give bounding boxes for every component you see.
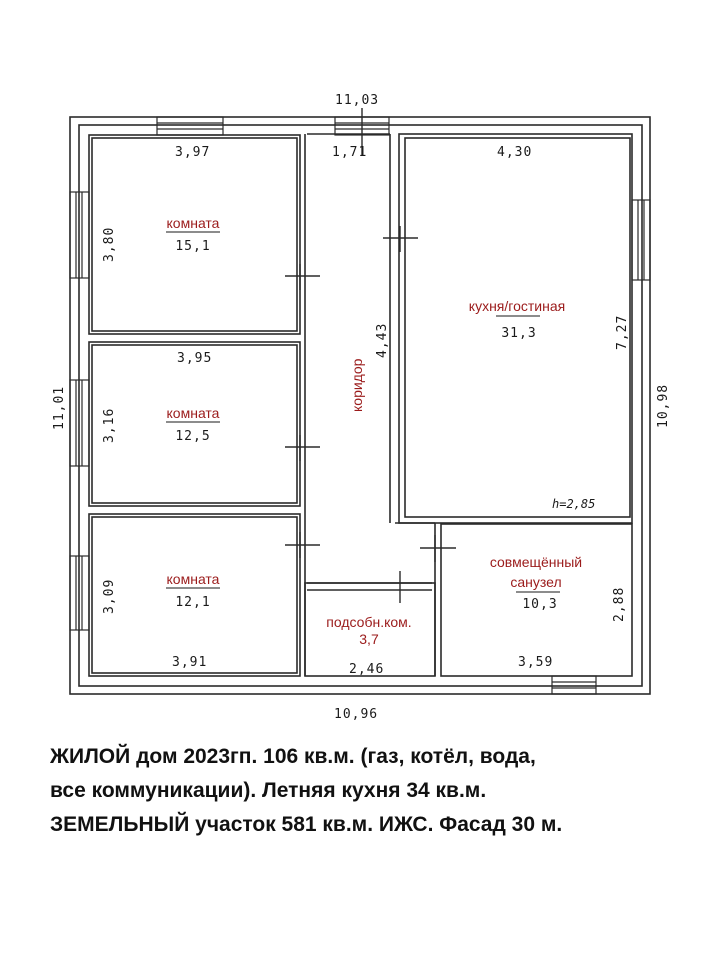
room2-outline [89,342,300,506]
dim-bathroom-width: 3,59 [518,655,554,670]
room1-label: комната [166,215,220,231]
door-mark-room3 [285,532,320,558]
dim-pantry-width: 2,46 [349,662,385,677]
caption-line-1: ЖИЛОЙ дом 2023гп. 106 кв.м. (газ, котёл, вода, [50,745,536,768]
window-room1-top [157,117,223,135]
corridor-label: коридор [349,358,365,412]
dim-room1-width: 3,97 [175,145,211,160]
window-bathroom-bottom [552,676,596,694]
door-mark-bathroom [420,535,456,562]
window-kitchen-right [632,200,650,280]
pantry-area: 3,7 [359,631,379,647]
room2-outline-inner [92,345,297,503]
caption-line-2: все коммуникации). Летняя кухня 34 кв.м. [50,779,487,802]
room1-outline [89,135,300,334]
door-mark-room1 [285,264,320,290]
dim-kitchen-height: 7,27 [615,314,630,350]
room3-area: 12,1 [175,595,211,610]
dim-room2-height: 3,16 [102,407,117,443]
room1-area: 15,1 [175,239,211,254]
caption-line-3: ЗЕМЕЛЬНЫЙ участок 581 кв.м. ИЖС. Фасад 30 м. [50,813,563,836]
room2-label: комната [166,405,220,421]
dim-left-total: 11,01 [52,385,67,430]
bathroom-label-line1: совмещённый [489,554,583,570]
dim-corridor-length: 4,43 [375,322,390,358]
dim-corridor-top-width: 1,71 [332,145,368,160]
dim-kitchen-width: 4,30 [497,145,533,160]
listing-caption [50,740,690,842]
ceiling-height-label: h=2,85 [552,497,596,511]
dim-room1-height: 3,80 [102,226,117,262]
dim-room3-height: 3,09 [102,578,117,614]
dim-room3-width: 3,91 [172,655,208,670]
dim-right-total: 10,98 [656,383,671,428]
door-mark-room2 [285,435,320,461]
kitchen-area: 31,3 [501,326,537,341]
room1-outline-inner [92,138,297,331]
bathroom-label-line2: санузел [510,574,562,590]
corridor-walls [305,134,435,676]
dim-top-total: 11,03 [335,93,380,108]
dim-bottom-total: 10,96 [334,707,379,722]
door-mark-kitchen [383,226,418,252]
dim-room2-width: 3,95 [177,351,213,366]
dim-bathroom-height: 2,88 [612,586,627,622]
pantry-label: подсобн.ком. [326,614,412,630]
kitchen-label: кухня/гостиная [468,298,566,314]
room3-label: комната [166,571,220,587]
bathroom-area: 10,3 [522,597,558,612]
room2-area: 12,5 [175,429,211,444]
